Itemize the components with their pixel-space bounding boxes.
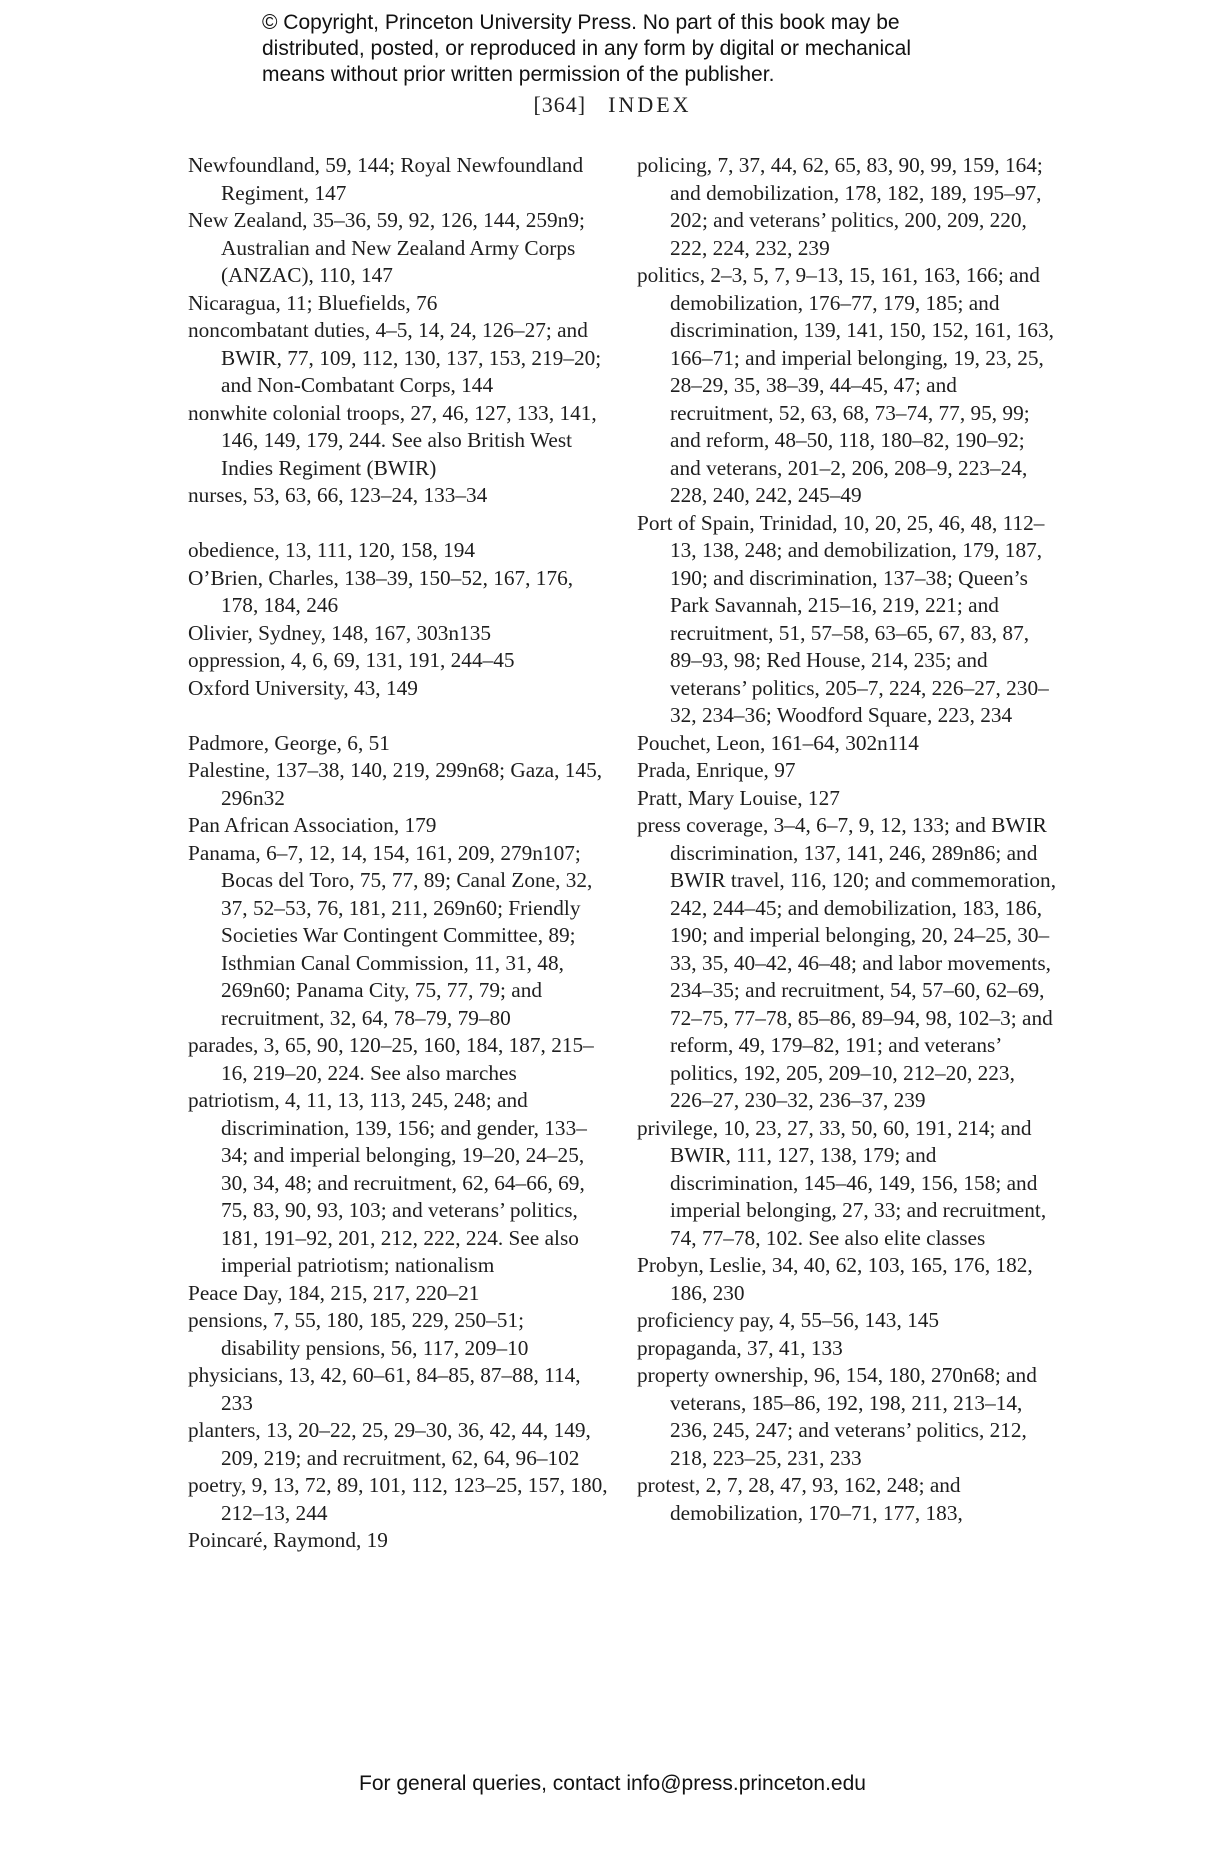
index-column-right <box>637 152 1057 1527</box>
index-entry: Panama, 6–7, 12, 14, 154, 161, 209, 279n107; Bocas del Toro, 75, 77, 89; Canal Zone, 32, 37, 52–53, 76, 181, 211, 269n60; Friendly Societies War Contingent Committee, 89; Isthmian Canal Commission, 11, 31, 48, 269n60; Panama City, 75, 77, 79; and recruitment, 32, 64, 78–79, 79–80 <box>188 840 593 1030</box>
index-entry: Padmore, George, 6, 51 <box>188 730 390 755</box>
copyright-line: means without prior written permission of the publisher. <box>262 63 775 86</box>
index-entry: Palestine, 137–38, 140, 219, 299n68; Gaza, 145, 296n32 <box>188 758 603 810</box>
index-entry: O’Brien, Charles, 138–39, 150–52, 167, 176, 178, 184, 246 <box>188 565 574 617</box>
running-head <box>0 92 1225 118</box>
index-entry: noncombatant duties, 4–5, 14, 24, 126–27; and BWIR, 77, 109, 112, 130, 137, 153, 219–20; and Non-Combatant Corps, 144 <box>188 318 602 397</box>
index-entry: oppression, 4, 6, 69, 131, 191, 244–45 <box>188 648 515 672</box>
index-entry: patriotism, 4, 11, 13, 113, 245, 248; and discrimination, 139, 156; and gender, 133–34; and imperial belonging, 19–20, 24–25, 30, 34, 48; and recruitment, 62, 64–66, 69, 75, 83, 90, 93, 103; and veterans’ politics, 181, 191–92, 201, 212, 222, 224. See also imperial patriotism; nationalism <box>188 1088 587 1277</box>
index-entry: Probyn, Leslie, 34, 40, 62, 103, 165, 176, 182, 186, 230 <box>637 1253 1033 1305</box>
index-entry: Pan African Association, 179 <box>188 813 437 837</box>
index-entry: physicians, 13, 42, 60–61, 84–85, 87–88, 114, 233 <box>188 1363 581 1415</box>
index-entry: Port of Spain, Trinidad, 10, 20, 25, 46, 48, 112–13, 138, 248; and demobilization, 179, 187, 190; and discrimination, 137–38; Queen’s Park Savannah, 215–16, 219, 221; and recruitment, 51, 57–58, 63–65, 67, 83, 87, 89–93, 98; Red House, 214, 235; and veterans’ politics, 205–7, 224, 226–27, 230–32, 234–36; Woodford Square, 223, 234 <box>637 510 1049 727</box>
index-entry: Pratt, Mary Louise, 127 <box>637 785 840 810</box>
index-entry: politics, 2–3, 5, 7, 9–13, 15, 161, 163, 166; and demobilization, 176–77, 179, 185; and discrimination, 139, 141, 150, 152, 161, 163, 166–71; and imperial belonging, 19, 23, 25, 28–29, 35, 38–39, 44–45, 47; and recruitment, 52, 63, 68, 73–74, 77, 95, 99; and reform, 48–50, 118, 180–82, 190–92; and veterans, 201–2, 206, 208–9, 223–24, 228, 240, 242, 245–49 <box>637 263 1054 507</box>
index-entry: obedience, 13, 111, 120, 158, 194 <box>188 538 476 562</box>
footer-contact: For general queries, contact info@press.princeton.edu <box>359 1772 866 1795</box>
index-entry: press coverage, 3–4, 6–7, 9, 12, 133; and BWIR discrimination, 137, 141, 246, 289n86; and BWIR travel, 116, 120; and commemoration, 242, 244–45; and demobilization, 183, 186, 190; and imperial belonging, 20, 24–25, 30–33, 35, 40–42, 46–48; and labor movements, 234–35; and recruitment, 54, 57–60, 62–69, 72–75, 77–78, 85–86, 89–94, 98, 102–3; and reform, 49, 179–82, 191; and veterans’ politics, 192, 205, 209–10, 212–20, 223, 226–27, 230–32, 236–37, 239 <box>637 813 1057 1112</box>
copyright-line: © Copyright, Princeton University Press. No part of this book may be <box>262 11 900 34</box>
index-entry: Oxford University, 43, 149 <box>188 675 418 700</box>
index-entry: property ownership, 96, 154, 180, 270n68; and veterans, 185–86, 192, 198, 211, 213–14, 236, 245, 247; and veterans’ politics, 212, 218, 223–25, 231, 233 <box>637 1363 1037 1470</box>
index-entry: pensions, 7, 55, 180, 185, 229, 250–51; disability pensions, 56, 117, 209–10 <box>188 1308 529 1360</box>
copyright-notice <box>262 10 982 88</box>
index-entry: poetry, 9, 13, 72, 89, 101, 112, 123–25, 157, 180, 212–13, 244 <box>188 1473 608 1525</box>
section-title: INDEX <box>608 92 692 117</box>
index-entry: Prada, Enrique, 97 <box>637 758 796 782</box>
index-entry: proficiency pay, 4, 55–56, 143, 145 <box>637 1308 940 1332</box>
copyright-line: distributed, posted, or reproduced in any form by digital or mechanical <box>262 37 912 60</box>
index-entry: nonwhite colonial troops, 27, 46, 127, 133, 141, 146, 149, 179, 244. See also British West Indies Regiment (BWIR) <box>188 400 597 480</box>
index-entry: New Zealand, 35–36, 59, 92, 126, 144, 259n9; Australian and New Zealand Army Corps (ANZAC), 110, 147 <box>188 208 585 287</box>
index-entry: Nicaragua, 11; Bluefields, 76 <box>188 290 438 315</box>
index-entry: Peace Day, 184, 215, 217, 220–21 <box>188 1280 480 1305</box>
index-entry: policing, 7, 37, 44, 62, 65, 83, 90, 99, 159, 164; and demobilization, 178, 182, 189, 195–97, 202; and veterans’ politics, 200, 209, 220, 222, 224, 232, 239 <box>637 153 1043 260</box>
index-entry: propaganda, 37, 41, 133 <box>637 1335 843 1360</box>
index-entry: Newfoundland, 59, 144; Royal Newfoundland Regiment, 147 <box>188 153 584 205</box>
index-entry: nurses, 53, 63, 66, 123–24, 133–34 <box>188 483 488 507</box>
index-entry: privilege, 10, 23, 27, 33, 50, 60, 191, 214; and BWIR, 111, 127, 138, 179; and discrimination, 145–46, 149, 156, 158; and imperial belonging, 27, 33; and recruitment, 74, 77–78, 102. See also elite classes <box>637 1115 1047 1250</box>
index-entry: Olivier, Sydney, 148, 167, 303n135 <box>188 620 492 645</box>
index-entry: protest, 2, 7, 28, 47, 93, 162, 248; and demobilization, 170–71, 177, 183, <box>637 1473 963 1525</box>
index-entry: planters, 13, 20–22, 25, 29–30, 36, 42, 44, 149, 209, 219; and recruitment, 62, 64, 96–102 <box>188 1418 591 1470</box>
index-entry: Pouchet, Leon, 161–64, 302n114 <box>637 730 919 755</box>
index-entry: parades, 3, 65, 90, 120–25, 160, 184, 187, 215–16, 219–20, 224. See also marches <box>188 1033 594 1085</box>
page-number: [364] <box>533 92 587 117</box>
index-entry: Poincaré, Raymond, 19 <box>188 1528 388 1552</box>
index-column-left <box>188 152 608 1555</box>
